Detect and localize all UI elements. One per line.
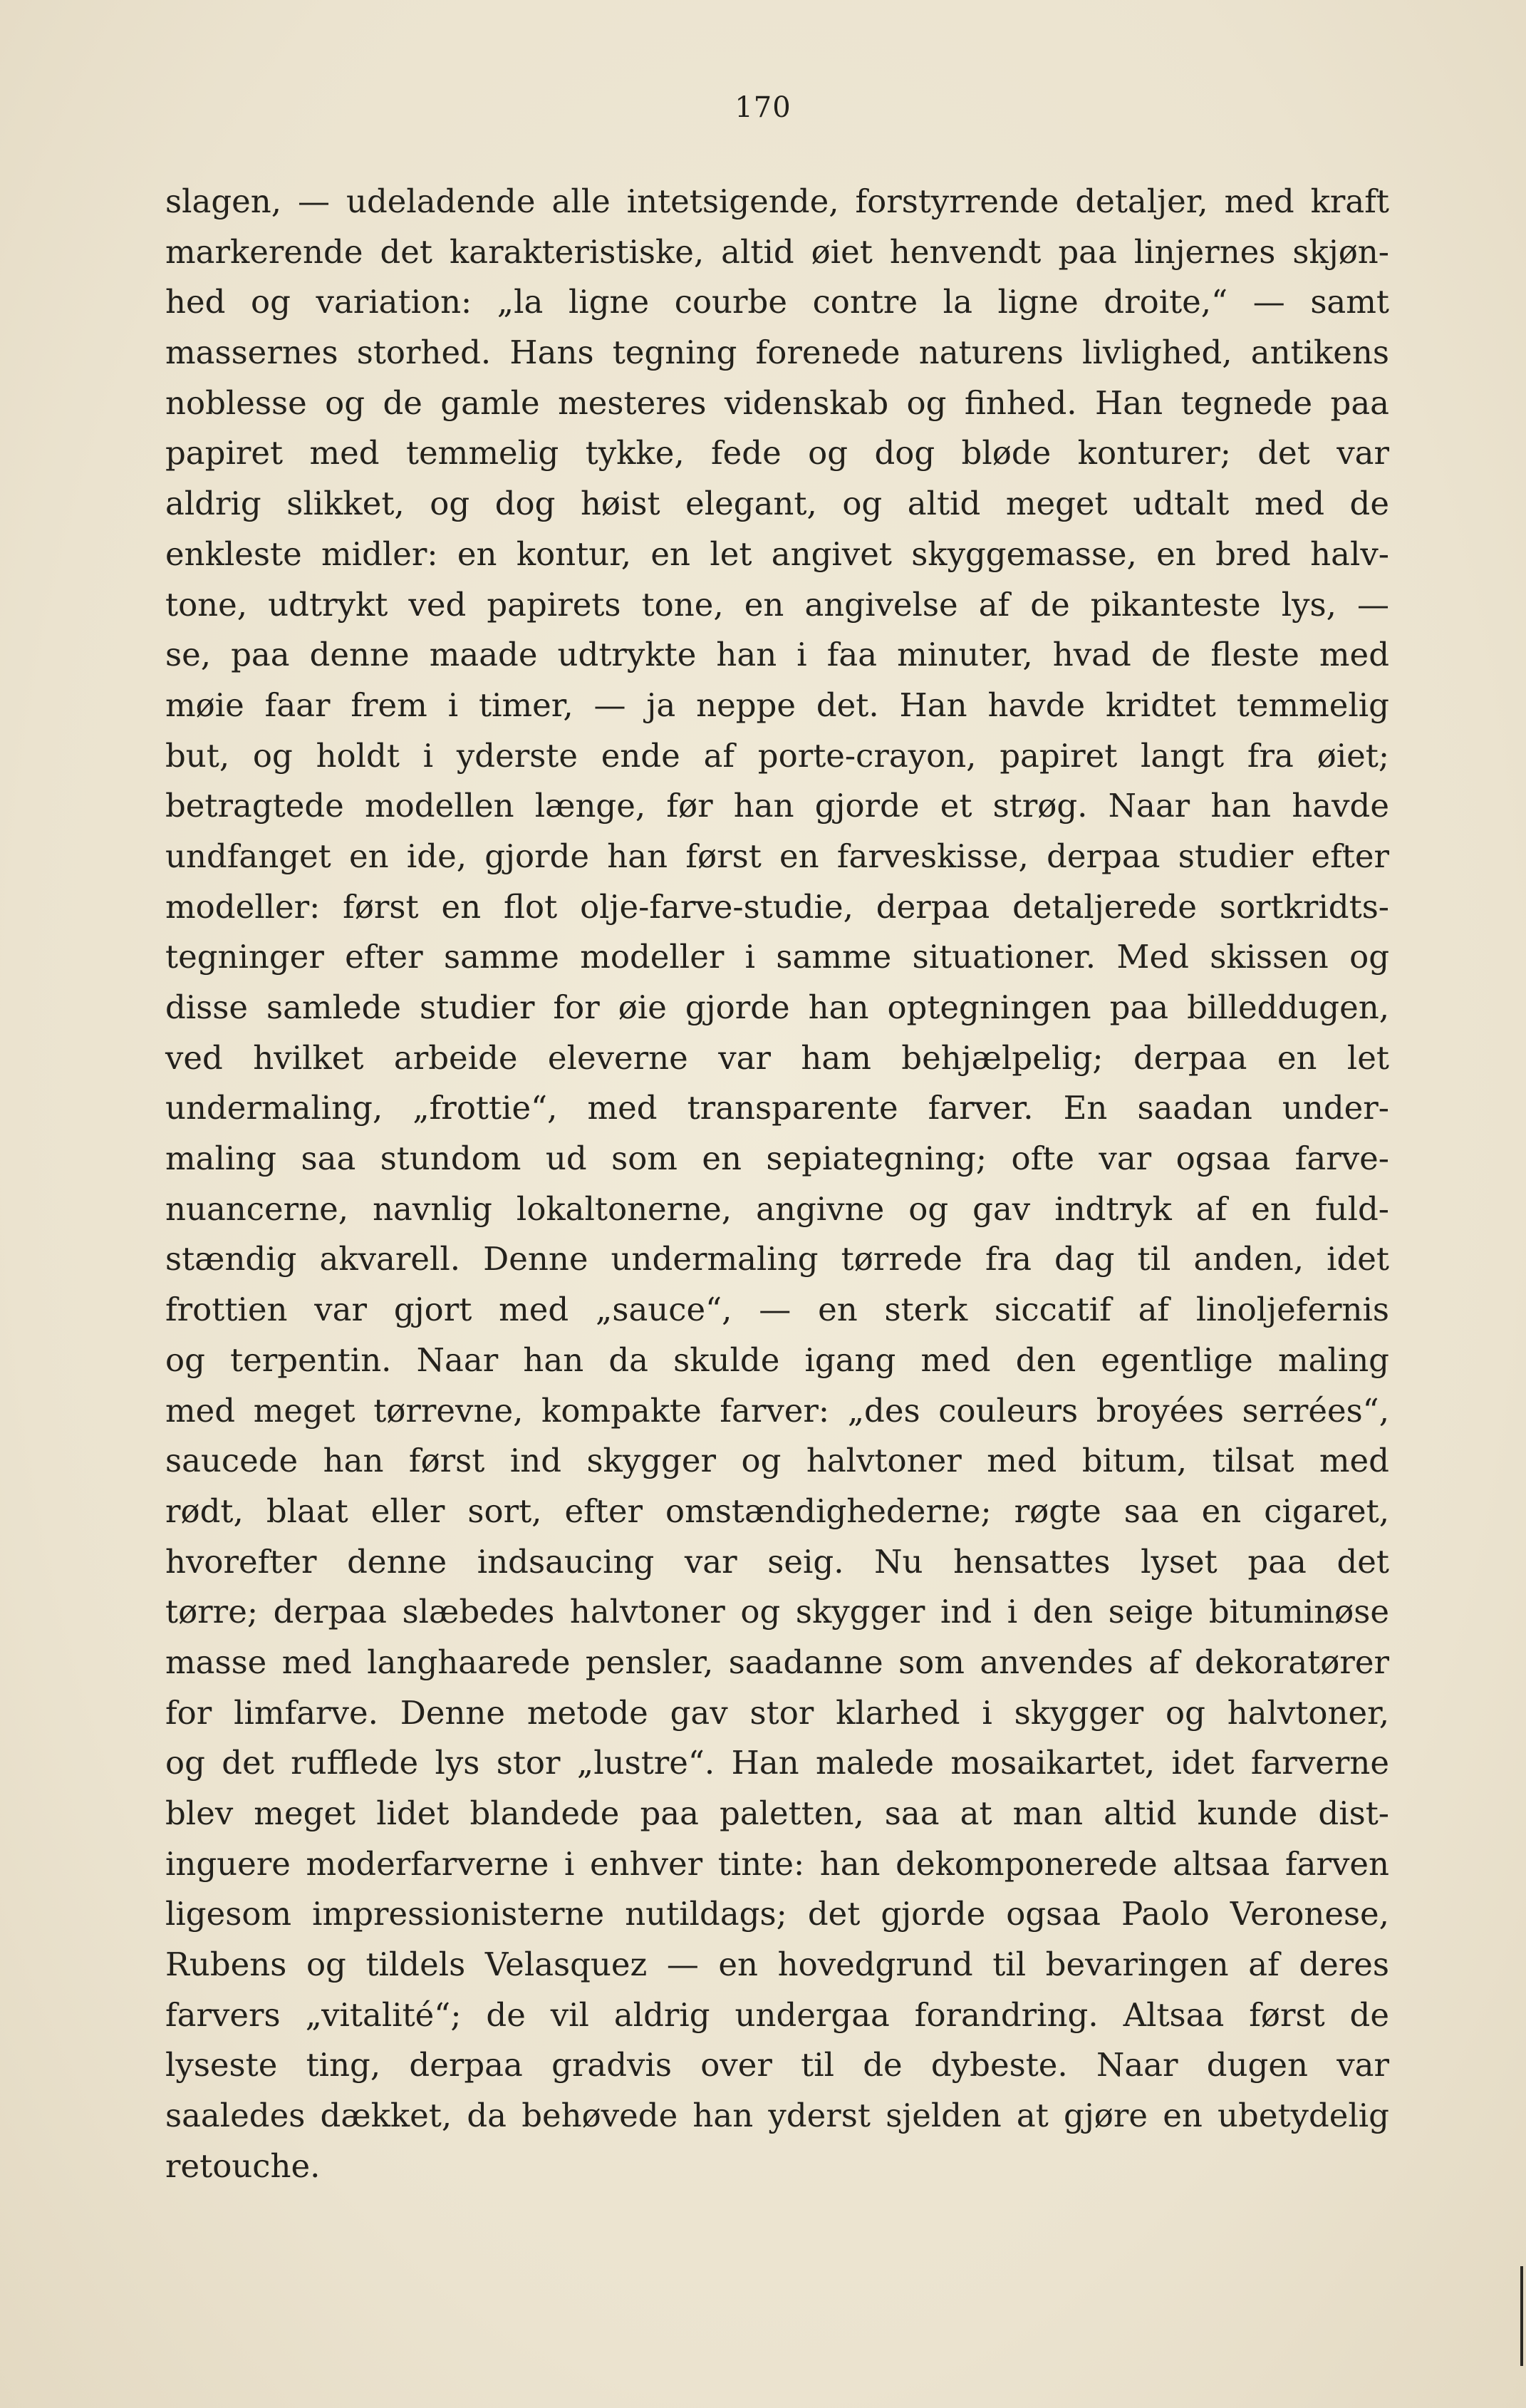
text-line: retouche. (165, 2146, 321, 2185)
text-line: enkleste midler: en kontur, en let angivet skyggemasse, en bred halv- (165, 534, 1389, 573)
text-line: massernes storhed. Hans tegning forenede naturens livlighed, antikens (165, 334, 1389, 372)
body-text (165, 177, 1389, 2192)
text-line: lyseste ting, derpaa gradvis over til de dybeste. Naar dugen var (165, 2046, 1389, 2084)
text-line: farvers „vitalité“; de vil aldrig undergaa forandring. Altsaa først de (165, 1995, 1389, 2034)
text-line: ved hvilket arbeide eleverne var ham behjælpelig; derpaa en let (165, 1038, 1389, 1077)
text-line: se, paa denne maade udtrykte han i faa minuter, hvad de fleste med (165, 636, 1389, 674)
text-line: undermaling, „frottie“, med transparente farver. En saadan under- (165, 1089, 1389, 1127)
text-line: disse samlede studier for øie gjorde han optegningen paa billeddugen, (165, 988, 1389, 1026)
text-line: masse med langhaarede pensler, saadanne som anvendes af dekoratører (165, 1643, 1389, 1681)
text-line: noblesse og de gamle mesteres videnskab og finhed. Han tegnede paa (165, 383, 1389, 422)
text-line: inguere moderfarverne i enhver tinte: han dekomponerede altsaa farven (165, 1844, 1389, 1883)
text-line: betragtede modellen længe, før han gjorde et strøg. Naar han havde (165, 787, 1389, 825)
text-line: tørre; derpaa slæbedes halvtoner og skygger ind i den seige bituminøse (165, 1593, 1389, 1631)
text-line: Rubens og tildels Velasquez — en hovedgrund til bevaringen af deres (165, 1945, 1389, 1984)
text-line: for limfarve. Denne metode gav stor klarhed i skygger og halvtoner, (165, 1693, 1389, 1732)
text-line: blev meget lidet blandede paa paletten, saa at man altid kunde dist- (165, 1794, 1389, 1832)
text-line: og det rufflede lys stor „lustre“. Han malede mosaikartet, idet farverne (165, 1744, 1389, 1782)
text-line: og terpentin. Naar han da skulde igang med den egentlige maling (165, 1340, 1389, 1379)
text-line: tone, udtrykt ved papirets tone, en angivelse af de pikanteste lys, — (165, 585, 1389, 624)
text-line: hed og variation: „la ligne courbe contre la ligne droite,“ — samt (165, 283, 1389, 321)
text-line: slagen, — udeladende alle intetsigende, forstyrrende detaljer, med kraft (165, 182, 1389, 220)
text-line: modeller: først en flot olje-farve-studie, derpaa detaljerede sortkridts- (165, 887, 1389, 926)
text-line: saaledes dækket, da behøvede han yderst sjelden at gjøre en ubetydelig (165, 2097, 1389, 2135)
text-line: saucede han først ind skygger og halvtoner med bitum, tilsat med (165, 1442, 1389, 1480)
text-line: maling saa stundom ud som en sepiategning; ofte var ogsaa farve- (165, 1140, 1389, 1178)
text-line: tegninger efter samme modeller i samme situationer. Med skissen og (165, 938, 1389, 976)
text-line: med meget tørrevne, kompakte farver: „des couleurs broyées serrées“, (165, 1391, 1389, 1430)
text-line: frottien var gjort med „sauce“, — en sterk siccatif af linoljefernis (165, 1291, 1389, 1329)
text-line: rødt, blaat eller sort, efter omstændighederne; røgte saa en cigaret, (165, 1492, 1389, 1530)
page-edge-mark (1520, 2266, 1523, 2366)
text-line: ligesom impressionisterne nutildags; det gjorde ogsaa Paolo Veronese, (165, 1895, 1389, 1933)
text-line: stændig akvarell. Denne undermaling tørrede fra dag til anden, idet (165, 1240, 1389, 1278)
text-line: markerende det karakteristiske, altid øiet henvendt paa linjernes skjøn- (165, 232, 1389, 271)
text-line: undfanget en ide, gjorde han først en farveskisse, derpaa studier efter (165, 837, 1389, 875)
text-line: møie faar frem i timer, — ja neppe det. Han havde kridtet temmelig (165, 686, 1389, 724)
text-line: papiret med temmelig tykke, fede og dog bløde konturer; det var (165, 434, 1389, 472)
text-line: but, og holdt i yderste ende af porte-crayon, papiret langt fra øiet; (165, 736, 1389, 775)
text-line: hvorefter denne indsaucing var seig. Nu hensattes lyset paa det (165, 1542, 1389, 1581)
page-number: 170 (735, 91, 791, 124)
text-line: aldrig slikket, og dog høist elegant, og altid meget udtalt med de (165, 485, 1389, 523)
text-line: nuancerne, navnlig lokaltonerne, angivne og gav indtryk af en fuld- (165, 1189, 1389, 1228)
